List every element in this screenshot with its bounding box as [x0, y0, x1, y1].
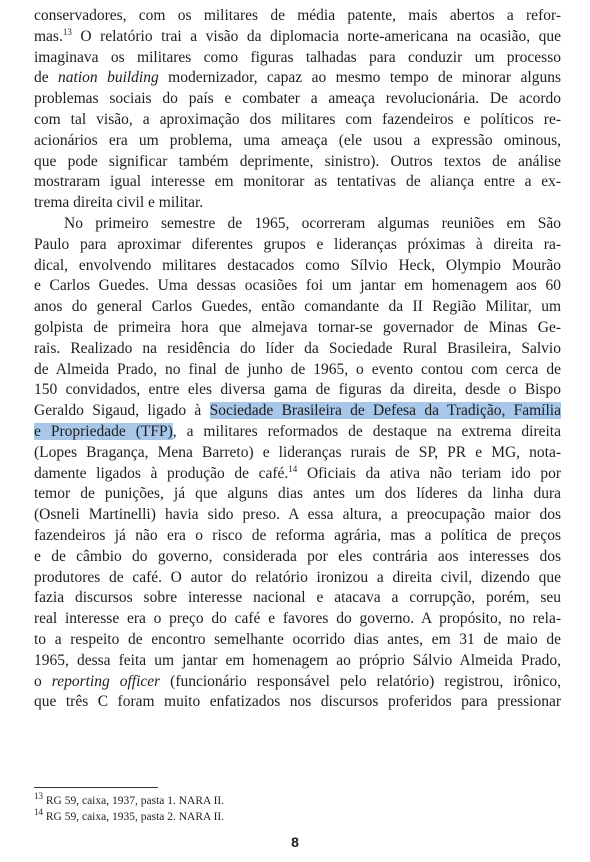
highlighted-selection[interactable]: Sociedade Brasileira de Defesa da Tradição, Família — [209, 402, 561, 420]
text-line: acionários era um problema, uma ameaça (ele usou a expressão ominous, — [34, 131, 561, 149]
text-line: fazendeiros já não era o risco de reforma agrária, mas a política de preços — [34, 526, 561, 544]
paragraph-1 — [34, 6, 561, 214]
text-line: 150 convidados, entre eles diversa gama de figuras da direita, desde o Bispo — [34, 381, 561, 399]
footnote: $^{14}$ RG 59, caixa, 1935, pasta 2. NARA II. — [34, 807, 225, 823]
highlighted-selection[interactable]: e Propriedade (TFP) — [34, 422, 173, 440]
text-line: damente ligados à produção de café.$^{14}$ Oficiais da ativa não teriam ido por — [34, 463, 561, 482]
text-line: e de câmbio do governo, considerada por eles contrária aos interesses dos — [34, 547, 561, 565]
page-number: 8 — [291, 834, 299, 850]
text-line: de nation building modernizador, capaz ao mesmo tempo de minorar alguns — [34, 69, 561, 87]
text-line: to a respeito de encontro semelhante ocorrido dias antes, em 31 de maio de — [34, 630, 561, 648]
text-line: fazia discursos sobre interesse nacional e atacava a corrupção, porém, seu — [34, 589, 561, 607]
text-line: dical, envolvendo militares destacados como Sílvio Heck, Olympio Mourão — [34, 256, 561, 274]
text-line: (Lopes Bragança, Mena Barreto) e lideranças rurais de SP, PR e MG, nota- — [34, 443, 561, 461]
text-line: Geraldo Sigaud, ligado à Sociedade Brasileira de Defesa da Tradição, Família — [34, 402, 561, 420]
text-line: anos do general Carlos Guedes, então comandante da II Região Militar, um — [34, 298, 561, 316]
text-line: produtores de café. O autor do relatório ironizou a direita civil, dizendo que — [34, 568, 561, 586]
text-line: rais. Realizado na residência do líder da Sociedade Rural Brasileira, Salvio — [34, 339, 561, 357]
footnote-ref[interactable]: 14 — [288, 463, 298, 474]
text-line: temor de punições, já que alguns dias antes um dos líderes da linha dura — [34, 485, 561, 503]
footnote: $^{13}$ RG 59, caixa, 1937, pasta 1. NARA II. — [34, 791, 225, 807]
text-line: problemas sociais do país e combater a ameaça revolucionária. De acordo — [34, 90, 561, 108]
text-line: golpista de primeira hora que almejava tornar-se governador de Minas Ge- — [34, 318, 561, 336]
footnote-ref[interactable]: 13 — [62, 26, 72, 37]
text-line: de Almeida Prado, no final de junho de 1965, o evento contou com cerca de — [34, 360, 561, 378]
paragraph-2 — [34, 214, 561, 713]
text-line: o reporting officer (funcionário responsável pelo relatório) registrou, irônico, — [34, 672, 561, 690]
text-line: No primeiro semestre de 1965, ocorreram algumas reuniões em São — [64, 214, 561, 232]
text-line: mostraram igual interesse em monitorar as tentativas de aliança entre a ex- — [34, 173, 561, 191]
text-line: imaginava os militares como figuras talhadas para conduzir um processo — [34, 48, 561, 66]
text-line: conservadores, com os militares de média patente, mais abertos a refor- — [34, 7, 561, 24]
text-line: Paulo para aproximar diferentes grupos e lideranças próximas à direita ra- — [34, 235, 561, 253]
text-line: real interesse era o preço do café e favores do governo. A propósito, no rela- — [34, 610, 561, 628]
text-line: 1965, dessa feita um jantar em homenagem ao próprio Sálvio Almeida Prado, — [34, 651, 561, 669]
footnotes — [34, 793, 224, 825]
footnote-divider — [34, 787, 158, 788]
italic-term: reporting officer — [51, 672, 161, 690]
text-line: que pode significar também deprimente, sinistro). Outros textos de análise — [34, 152, 561, 170]
text-line: (Osneli Martinelli) havia sido preso. A essa altura, a preocupação maior dos — [34, 506, 561, 524]
text-line: que três C foram muito enfatizados nos discursos proferidos para pressionar — [34, 693, 561, 711]
italic-term: nation building — [58, 69, 159, 87]
text-line: e Carlos Guedes. Uma dessas ocasiões foi um jantar em homenagem aos 60 — [34, 277, 561, 295]
page-body — [34, 6, 561, 713]
text-line: trema direita civil e militar. — [34, 194, 204, 212]
text-line: com tal visão, a aproximação dos militares com fazendeiros e políticos re- — [34, 110, 561, 128]
text-line: e Propriedade (TFP), a militares reformados de destaque na extrema direita — [34, 422, 561, 440]
text-line: mas.$^{13}$ O relatório trai a visão da diplomacia norte-americana na ocasião, que — [34, 26, 561, 45]
